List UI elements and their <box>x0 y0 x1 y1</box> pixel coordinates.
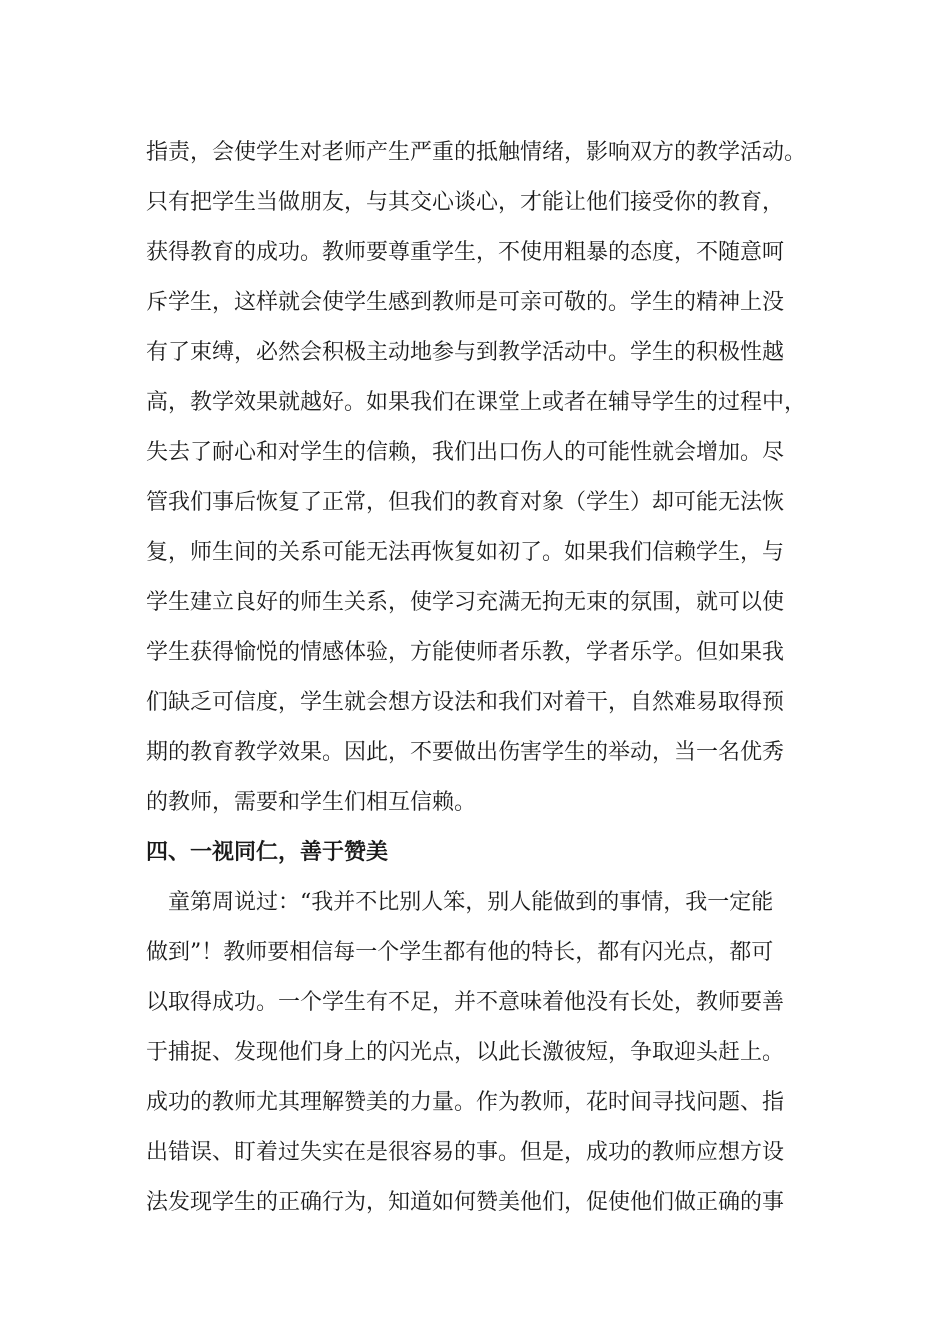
text-line: 指责，会使学生对老师产生严重的抵触情绪，影响双方的教学活动。 <box>146 140 807 165</box>
text-line: 法发现学生的正确行为，知道如何赞美他们，促使他们做正确的事 <box>146 1190 785 1215</box>
text-line: 获得教育的成功。教师要尊重学生，不使用粗暴的态度，不随意呵 <box>146 240 785 265</box>
text-line: 于捕捉、发现他们身上的闪光点，以此长激彼短，争取迎头赶上。 <box>146 1040 785 1065</box>
paragraph <box>146 878 806 1228</box>
text-line: 只有把学生当做朋友，与其交心谈心，才能让他们接受你的教育， <box>146 190 785 215</box>
text-line: 高，教学效果就越好。如果我们在课堂上或者在辅导学生的过程中， <box>146 390 807 415</box>
paragraph <box>146 128 806 828</box>
text-line: 做到”！教师要相信每一个学生都有他的特长，都有闪光点，都可 <box>146 940 774 965</box>
text-line: 以取得成功。一个学生有不足，并不意味着他没有长处，教师要善 <box>146 990 785 1015</box>
text-line: 斥学生，这样就会使学生感到教师是可亲可敬的。学生的精神上没 <box>146 290 785 315</box>
text-line: 学生获得愉悦的情感体验，方能使师者乐教，学者乐学。但如果我 <box>146 640 785 665</box>
text-line: 有了束缚，必然会积极主动地参与到教学活动中。学生的积极性越 <box>146 340 785 365</box>
text-line: 成功的教师尤其理解赞美的力量。作为教师，花时间寻找问题、指 <box>146 1090 785 1115</box>
text-line: 童第周说过：“我并不比别人笨，别人能做到的事情，我一定能 <box>168 890 774 915</box>
text-line: 们缺乏可信度，学生就会想方设法和我们对着干，自然难易取得预 <box>146 690 785 715</box>
section-heading: 四、一视同仁，善于赞美 <box>146 840 389 865</box>
text-line: 期的教育教学效果。因此，不要做出伤害学生的举动，当一名优秀 <box>146 740 785 765</box>
text-line: 学生建立良好的师生关系，使学习充满无拘无束的氛围，就可以使 <box>146 590 785 615</box>
text-line: 复，师生间的关系可能无法再恢复如初了。如果我们信赖学生，与 <box>146 540 785 565</box>
text-line: 出错误、盯着过失实在是很容易的事。但是，成功的教师应想方设 <box>146 1140 785 1165</box>
text-line: 的教师，需要和学生们相互信赖。 <box>146 790 477 815</box>
text-line: 管我们事后恢复了正常，但我们的教育对象（学生）却可能无法恢 <box>146 490 785 515</box>
text-line: 失去了耐心和对学生的信赖，我们出口伤人的可能性就会增加。尽 <box>146 440 785 465</box>
document-body <box>146 128 806 1228</box>
